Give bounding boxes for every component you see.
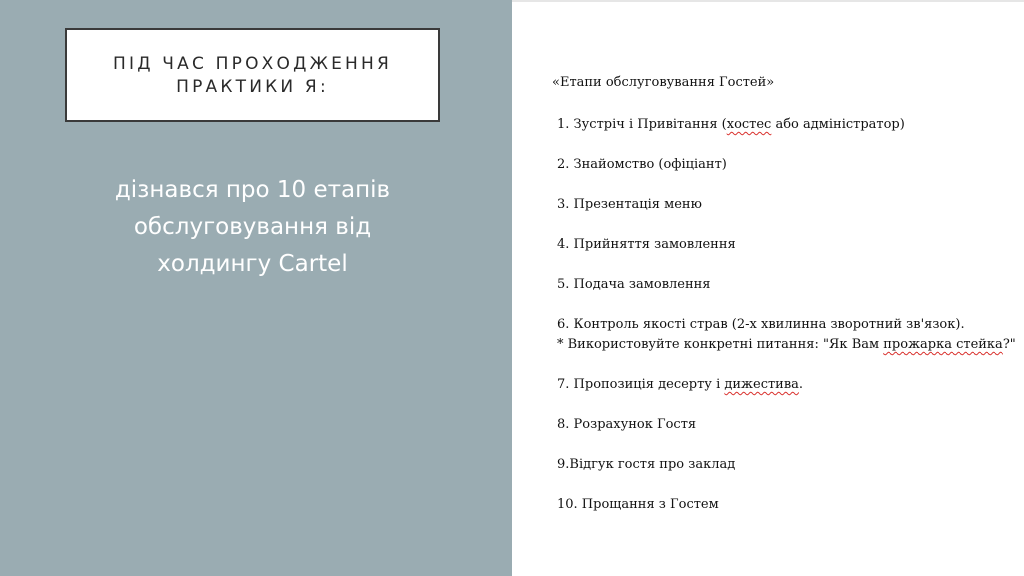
step-3-text: 3. Презентація меню xyxy=(557,197,702,212)
step-item-5 xyxy=(557,275,1022,315)
document-image xyxy=(512,0,1024,576)
slide-subtitle-line-2: обслуговування від xyxy=(133,214,372,240)
step-6-text: 6. Контроль якості страв (2-х хвилинна зворотний зв'язок). xyxy=(557,317,965,332)
slide-subtitle-line-1: дізнався про 10 етапів xyxy=(114,177,391,203)
step-7-text: 7. Пропозиція десерту і xyxy=(557,377,725,392)
step-9-text: 9.Відгук гостя про заклад xyxy=(557,457,736,472)
step-item-3 xyxy=(557,195,1022,235)
document-top-edge xyxy=(512,0,1024,2)
slide-title-line-2: ПРАКТИКИ Я: xyxy=(176,77,329,97)
step-10-text: 10. Прощання з Гостем xyxy=(557,497,719,512)
step-8-text: 8. Розрахунок Гостя xyxy=(557,417,697,432)
slide-title xyxy=(113,53,392,99)
step-6-note-text: * Використовуйте конкретні питання: "Як Вам xyxy=(557,337,884,352)
slide-subtitle xyxy=(60,172,445,283)
step-item-6 xyxy=(557,315,1022,375)
step-7-text-end: . xyxy=(798,377,804,392)
step-1-text: 1. Зустріч і Привітання ( xyxy=(557,117,727,132)
step-4-text: 4. Прийняття замовлення xyxy=(557,237,736,252)
slide-title-box xyxy=(65,28,440,122)
step-7-spellcheck-word: дижестива xyxy=(724,377,799,392)
step-2-text: 2. Знайомство (офіціант) xyxy=(557,157,727,172)
document-title: «Етапи обслуговування Гостей» xyxy=(552,75,775,90)
step-1-spellcheck-word: хостес xyxy=(726,117,772,132)
step-item-9 xyxy=(557,455,1022,495)
step-item-4 xyxy=(557,235,1022,275)
step-item-1 xyxy=(557,115,1022,155)
step-item-7 xyxy=(557,375,1022,415)
step-6-spellcheck-word: прожарка стейка xyxy=(883,337,1003,352)
slide-title-line-1: ПІД ЧАС ПРОХОДЖЕННЯ xyxy=(113,54,392,74)
step-5-text: 5. Подача замовлення xyxy=(557,277,711,292)
steps-list xyxy=(557,115,1022,535)
slide-subtitle-line-3: холдингу Cartel xyxy=(157,251,348,277)
step-item-10 xyxy=(557,495,1022,535)
step-6-note-end: ?" xyxy=(1002,337,1016,352)
step-6-note xyxy=(557,335,1022,355)
step-1-text-end: або адміністратор) xyxy=(771,117,905,132)
step-item-8 xyxy=(557,415,1022,455)
step-item-2 xyxy=(557,155,1022,195)
